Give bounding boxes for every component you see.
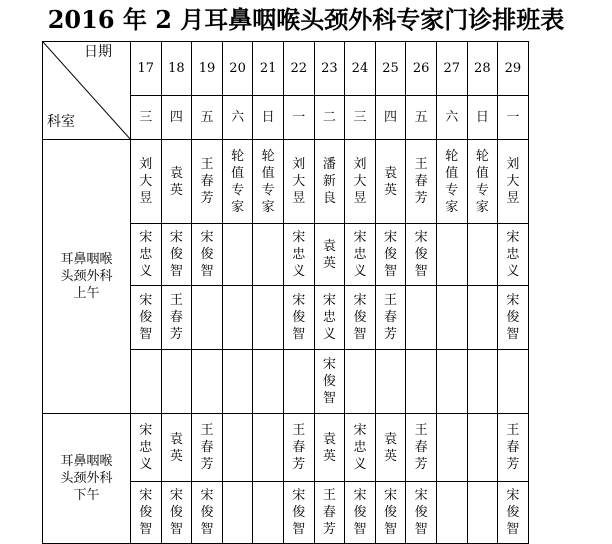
department-line: 耳鼻咽喉 bbox=[60, 454, 113, 469]
day-cell: 24 bbox=[345, 42, 376, 96]
doctor-name: 宋俊智 bbox=[200, 488, 214, 537]
doctor-cell bbox=[222, 414, 253, 482]
doctor-cell bbox=[283, 286, 314, 350]
doctor-cell bbox=[314, 482, 345, 544]
doctor-cell bbox=[498, 414, 529, 482]
department-line: 头颈外科 bbox=[60, 471, 113, 486]
doctor-name: 刘大昱 bbox=[353, 157, 367, 206]
department-line: 下午 bbox=[73, 488, 100, 503]
doctor-cell bbox=[498, 482, 529, 544]
doctor-name: 宋俊智 bbox=[414, 230, 428, 279]
doctor-name: 王春芳 bbox=[414, 423, 428, 472]
doctor-cell bbox=[314, 224, 345, 286]
weekday-cell: 日 bbox=[253, 96, 284, 140]
doctor-name: 王春芳 bbox=[414, 157, 428, 206]
day-cell: 29 bbox=[498, 42, 529, 96]
header-corner-cell bbox=[43, 42, 131, 140]
doctor-name: 轮值专家 bbox=[261, 148, 275, 215]
schedule-row bbox=[43, 140, 529, 224]
doctor-name: 王春芳 bbox=[292, 423, 306, 472]
doctor-cell bbox=[498, 350, 529, 414]
doctor-cell bbox=[345, 414, 376, 482]
doctor-name: 王春芳 bbox=[200, 423, 214, 472]
doctor-cell bbox=[161, 350, 192, 414]
doctor-cell bbox=[192, 482, 223, 544]
doctor-name: 宋俊智 bbox=[384, 230, 398, 279]
doctor-name: 刘大昱 bbox=[292, 157, 306, 206]
doctor-name: 宋忠义 bbox=[353, 423, 367, 472]
doctor-cell bbox=[467, 286, 498, 350]
doctor-cell bbox=[375, 224, 406, 286]
doctor-name: 宋俊智 bbox=[414, 488, 428, 537]
doctor-cell bbox=[345, 482, 376, 544]
doctor-name: 王春芳 bbox=[169, 293, 183, 342]
doctor-cell bbox=[314, 350, 345, 414]
doctor-cell bbox=[253, 140, 284, 224]
doctor-cell bbox=[192, 414, 223, 482]
page-title: 2016 年 2 月耳鼻咽喉头颈外科专家门诊排班表 bbox=[47, 5, 565, 34]
doctor-name: 宋忠义 bbox=[322, 293, 336, 342]
doctor-cell bbox=[192, 350, 223, 414]
doctor-name: 袁英 bbox=[169, 431, 183, 464]
doctor-cell bbox=[436, 140, 467, 224]
doctor-name: 宋俊智 bbox=[292, 488, 306, 537]
doctor-cell bbox=[222, 286, 253, 350]
department-line: 上午 bbox=[73, 286, 100, 301]
doctor-cell bbox=[283, 140, 314, 224]
doctor-name: 宋俊智 bbox=[169, 230, 183, 279]
doctor-name: 宋忠义 bbox=[139, 423, 153, 472]
schedule-row bbox=[43, 414, 529, 482]
doctor-cell bbox=[253, 482, 284, 544]
doctor-cell bbox=[222, 224, 253, 286]
doctor-name: 袁英 bbox=[322, 238, 336, 271]
doctor-cell bbox=[406, 482, 437, 544]
dept-header-label: 科室 bbox=[47, 114, 75, 130]
doctor-cell bbox=[192, 286, 223, 350]
doctor-cell bbox=[161, 482, 192, 544]
doctor-cell bbox=[345, 350, 376, 414]
doctor-name: 袁英 bbox=[169, 165, 183, 198]
schedule-table bbox=[42, 41, 529, 544]
doctor-cell bbox=[314, 286, 345, 350]
doctor-cell bbox=[345, 286, 376, 350]
doctor-cell bbox=[436, 286, 467, 350]
doctor-name: 袁英 bbox=[384, 165, 398, 198]
weekday-cell: 三 bbox=[345, 96, 376, 140]
doctor-name: 宋俊智 bbox=[169, 488, 183, 537]
doctor-cell bbox=[375, 140, 406, 224]
doctor-cell bbox=[406, 286, 437, 350]
department-line: 头颈外科 bbox=[60, 269, 113, 284]
weekday-cell: 一 bbox=[283, 96, 314, 140]
doctor-name: 刘大昱 bbox=[506, 157, 520, 206]
doctor-cell bbox=[131, 350, 162, 414]
doctor-name: 宋忠义 bbox=[353, 230, 367, 279]
doctor-name: 宋忠义 bbox=[139, 230, 153, 279]
day-cell: 17 bbox=[131, 42, 162, 96]
date-header-label: 日期 bbox=[84, 44, 112, 60]
doctor-cell bbox=[222, 350, 253, 414]
doctor-cell bbox=[375, 350, 406, 414]
doctor-cell bbox=[131, 224, 162, 286]
doctor-cell bbox=[467, 482, 498, 544]
day-cell: 26 bbox=[406, 42, 437, 96]
doctor-name: 宋俊智 bbox=[322, 357, 336, 406]
doctor-name: 潘新良 bbox=[322, 157, 336, 206]
doctor-name: 宋俊智 bbox=[139, 293, 153, 342]
weekday-cell: 四 bbox=[161, 96, 192, 140]
doctor-cell bbox=[283, 224, 314, 286]
day-cell: 25 bbox=[375, 42, 406, 96]
day-cell: 18 bbox=[161, 42, 192, 96]
doctor-name: 宋俊智 bbox=[353, 293, 367, 342]
doctor-cell bbox=[283, 482, 314, 544]
doctor-cell bbox=[161, 286, 192, 350]
doctor-cell bbox=[498, 140, 529, 224]
doctor-cell bbox=[406, 140, 437, 224]
doctor-cell bbox=[467, 140, 498, 224]
doctor-name: 轮值专家 bbox=[445, 148, 459, 215]
doctor-name: 宋忠义 bbox=[292, 230, 306, 279]
weekday-cell: 五 bbox=[192, 96, 223, 140]
department-line: 耳鼻咽喉 bbox=[60, 252, 113, 267]
doctor-name: 王春芳 bbox=[384, 293, 398, 342]
doctor-cell bbox=[161, 224, 192, 286]
doctor-cell bbox=[192, 224, 223, 286]
doctor-cell bbox=[498, 224, 529, 286]
day-cell: 23 bbox=[314, 42, 345, 96]
doctor-cell bbox=[314, 414, 345, 482]
weekday-cell: 四 bbox=[375, 96, 406, 140]
weekday-cell: 六 bbox=[436, 96, 467, 140]
doctor-cell bbox=[283, 350, 314, 414]
doctor-cell bbox=[375, 482, 406, 544]
doctor-name: 王春芳 bbox=[200, 157, 214, 206]
doctor-cell bbox=[131, 414, 162, 482]
doctor-cell bbox=[192, 140, 223, 224]
doctor-name: 王春芳 bbox=[322, 488, 336, 537]
doctor-name: 轮值专家 bbox=[231, 148, 245, 215]
doctor-cell bbox=[131, 286, 162, 350]
doctor-name: 轮值专家 bbox=[475, 148, 489, 215]
doctor-name: 宋俊智 bbox=[384, 488, 398, 537]
doctor-cell bbox=[498, 286, 529, 350]
weekday-cell: 五 bbox=[406, 96, 437, 140]
doctor-name: 宋俊智 bbox=[506, 488, 520, 537]
doctor-cell bbox=[283, 414, 314, 482]
doctor-cell bbox=[375, 414, 406, 482]
doctor-cell bbox=[253, 286, 284, 350]
day-cell: 27 bbox=[436, 42, 467, 96]
doctor-cell bbox=[222, 482, 253, 544]
doctor-name: 刘大昱 bbox=[139, 157, 153, 206]
doctor-cell bbox=[253, 224, 284, 286]
doctor-cell bbox=[161, 140, 192, 224]
doctor-name: 袁英 bbox=[322, 431, 336, 464]
doctor-cell bbox=[131, 482, 162, 544]
day-cell: 28 bbox=[467, 42, 498, 96]
weekday-cell: 二 bbox=[314, 96, 345, 140]
doctor-cell bbox=[406, 350, 437, 414]
doctor-cell bbox=[436, 224, 467, 286]
department-cell bbox=[43, 414, 131, 544]
doctor-cell bbox=[406, 414, 437, 482]
day-cell: 20 bbox=[222, 42, 253, 96]
doctor-cell bbox=[222, 140, 253, 224]
day-cell: 19 bbox=[192, 42, 223, 96]
doctor-name: 宋俊智 bbox=[139, 488, 153, 537]
doctor-cell bbox=[436, 482, 467, 544]
doctor-cell bbox=[253, 350, 284, 414]
doctor-cell bbox=[467, 414, 498, 482]
doctor-cell bbox=[406, 224, 437, 286]
doctor-cell bbox=[467, 224, 498, 286]
doctor-name: 王春芳 bbox=[506, 423, 520, 472]
doctor-cell bbox=[131, 140, 162, 224]
weekday-cell: 六 bbox=[222, 96, 253, 140]
doctor-cell bbox=[345, 140, 376, 224]
doctor-name: 袁英 bbox=[384, 431, 398, 464]
weekday-cell: 三 bbox=[131, 96, 162, 140]
weekday-cell: 一 bbox=[498, 96, 529, 140]
doctor-cell bbox=[253, 414, 284, 482]
day-cell: 21 bbox=[253, 42, 284, 96]
doctor-name: 宋俊智 bbox=[353, 488, 367, 537]
doctor-name: 宋忠义 bbox=[506, 230, 520, 279]
doctor-cell bbox=[345, 224, 376, 286]
doctor-cell bbox=[436, 414, 467, 482]
weekday-cell: 日 bbox=[467, 96, 498, 140]
doctor-name: 宋俊智 bbox=[506, 293, 520, 342]
doctor-cell bbox=[161, 414, 192, 482]
doctor-cell bbox=[314, 140, 345, 224]
doctor-cell bbox=[436, 350, 467, 414]
department-cell bbox=[43, 140, 131, 414]
doctor-cell bbox=[375, 286, 406, 350]
day-cell: 22 bbox=[283, 42, 314, 96]
doctor-name: 宋俊智 bbox=[292, 293, 306, 342]
doctor-name: 宋俊智 bbox=[200, 230, 214, 279]
doctor-cell bbox=[467, 350, 498, 414]
